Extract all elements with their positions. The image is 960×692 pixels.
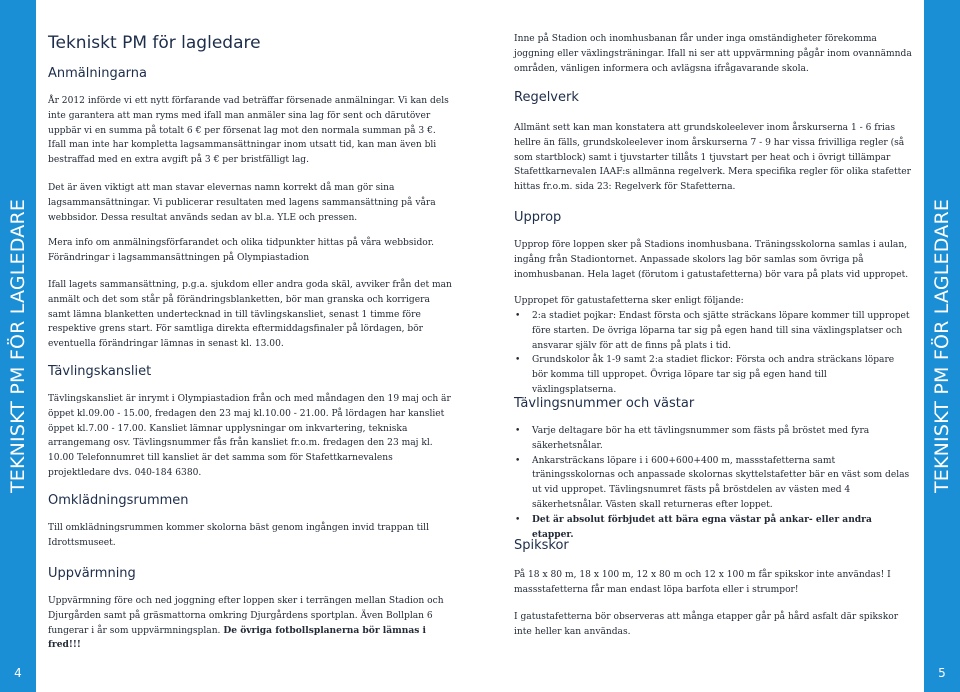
bullet-icon: • bbox=[515, 426, 521, 436]
list-item bbox=[514, 454, 912, 513]
heading-tavlingsnummer: Tävlingsnummer och västar bbox=[514, 396, 695, 411]
anmalningar-paragraph-1: År 2012 införde vi ett nytt förfarande vad beträffar försenade anmälningar. Vi kan dels inte garantera att man ryms med ifall man anmäler sina lag för sent och därutöver uppbär vi en summa på totalt 6 € per försenat lag mot den normala summan på 3 €. Ifall man inte har kompletta lagsammansättningar inom utsatt tid, kan man även bli bestraffad med en extra avgift på 3 € per bristfälligt lag. bbox=[48, 96, 449, 166]
heading-anmalningarna: Anmälningarna bbox=[48, 66, 148, 81]
list-item bbox=[514, 424, 912, 454]
list-item-bold-text: Det är absolut förbjudet att bära egna västar på ankar- eller andra etapper. bbox=[532, 513, 872, 540]
list-item bbox=[514, 309, 912, 353]
bullet-icon: • bbox=[515, 455, 521, 466]
spikskor-paragraph-1: På 18 x 80 m, 18 x 100 m, 12 x 80 m och 12 x 100 m får spikskor inte användas! I massstafetterna får man endast löpa barfota eller i strumpor! bbox=[514, 570, 891, 595]
upprop-paragraph-1: Upprop före loppen sker på Stadions inomhusbana. Träningsskolorna samlas i aulan, ingång från Stadiontornet. Anpassade skolors lag bör samlas som övriga på inomhusbanan. Hela laget (förutom i gatustafetterna) bör vara på plats vid uppropet. bbox=[514, 240, 909, 280]
intro-paragraph: Inne på Stadion och inomhusbanan får under inga omständigheter förekomma joggning eller växlingsträningar. Ifall ni ser att uppvärmning pågår inom ovannämnda områden, vänligen informera och avlägsna ifrågavarande skola. bbox=[514, 34, 912, 74]
anmalningar-paragraph-3: Mera info om anmälningsförfarandet och olika tidpunkter hittas på våra webbsidor. Förändringar i lagsammansättningen på Olympiastadion bbox=[48, 238, 434, 263]
uppvarmning-bold-warning: De övriga fotbollsplanerna bör lämnas i fred!!! bbox=[48, 624, 426, 651]
uppvarmning-paragraph bbox=[48, 594, 453, 653]
kansliet-paragraph: Tävlingskansliet är inrymt i Olympiastadion från och med måndagen den 19 maj och är öppet kl.09.00 - 15.00, fredagen den 23 maj kl.10.00 - 21.00. På lördagen har kansliet öppet kl.7.00 - 17.00. Kansliet lämnar upplysningar om inkvartering, tekniska arrangemang osv. Tävlingsnummer fås från kansliet fr.o.m. fredagen den 23 maj kl. 10.00 Telefonnumret till kansliet är det samma som för Stafettkarnevalens projektledare dvs. 040-184 6380. bbox=[48, 394, 451, 478]
heading-uppvarmning: Uppvärmning bbox=[48, 566, 136, 581]
list-item-text: Ankarsträckans löpare i i 600+600+400 m, massstafetterna samt träningsskolornas och anpassade skolornas skyttelstafetter bär en väst som delas ut vid uppropet. Tävlingsnumret fästs på bröstdelen av västen med 4 säkerhetsnålar. Västen skall returneras efter loppet. bbox=[532, 455, 910, 510]
anmalningar-paragraph-2: Det är även viktigt att man stavar elevernas namn korrekt då man gör sina lagsammansättningar. Vi publicerar resultaten med lagens sammansättning på våra webbsidor. Dessa resultat används sedan av bl.a. YLE och pressen. bbox=[48, 183, 436, 223]
right-side-bar bbox=[924, 0, 960, 692]
page-number-left: 4 bbox=[14, 666, 22, 680]
list-item-text: 2:a stadiet pojkar: Endast första och sjätte sträckans löpare kommer till uppropet före starten. De övriga löparna tar sig på egen hand till sina växlingsplatser och ansvarar själv för att de finns på plats i tid. bbox=[532, 311, 910, 351]
left-side-bar bbox=[0, 0, 36, 692]
list-item bbox=[514, 353, 912, 397]
spikskor-paragraph-2: I gatustafetterna bör observeras att många etapper går på hård asfalt där spikskor inte heller kan användas. bbox=[514, 612, 899, 637]
bullet-icon: • bbox=[515, 514, 521, 525]
page-title: Tekniskt PM för lagledare bbox=[48, 33, 261, 53]
list-item-text: Varje deltagare bör ha ett tävlingsnummer som fästs på bröstet med fyra säkerhetsnålar. bbox=[532, 426, 870, 451]
regelverk-paragraph: Allmänt sett kan man konstatera att grundskoleelever inom årskurserna 1 - 6 frias hellre än fälls, grundskoleelever inom årskurserna 7 - 9 har vissa frivilliga regler (så som startblock) samt i tjuvstarter tillåts 1 tjuvstart per heat och i övrigt tillämpar Stafettkarnevalen IAAF:s allmänna regelverk. Mera specifika regler för olika stafetter hittas fr.o.m. sida 23: Regelverk för Stafetterna. bbox=[514, 123, 912, 193]
heading-omkladningsrummen: Omklädningsrummen bbox=[48, 493, 189, 508]
upprop-list bbox=[514, 309, 912, 398]
bullet-icon: • bbox=[515, 355, 521, 366]
heading-tavlingskansliet: Tävlingskansliet bbox=[48, 364, 152, 379]
upprop-paragraph-2: Uppropet för gatustafetterna sker enligt följande: bbox=[514, 296, 744, 306]
page-number-right: 5 bbox=[938, 666, 946, 680]
side-title-left: TEKNISKT PM FÖR LAGLEDARE bbox=[7, 198, 29, 494]
bullet-icon: • bbox=[515, 311, 521, 321]
heading-regelverk: Regelverk bbox=[514, 90, 579, 105]
anmalningar-paragraph-4: Ifall lagets sammansättning, p.g.a. sjukdom eller andra goda skäl, avviker från det man anmält och det som står på förändringsblanketten, bör man granska och korrigera samt lämna blanketten undertecknad in till tävlingskansliet, senast 1 timme före respektive grens start. För samtliga direkta eftermiddagsfinaler på lördagen, bör eventuella förändringar lämnas in senast kl. 13.00. bbox=[48, 280, 452, 350]
side-title-right: TEKNISKT PM FÖR LAGLEDARE bbox=[931, 198, 953, 494]
tavlingsnummer-list bbox=[514, 424, 912, 542]
list-item bbox=[514, 513, 912, 543]
uppvarmning-text: Uppvärmning före och ned joggning efter loppen sker i terrängen mellan Stadion och Djurgården samt på gräsmattorna omkring Djurgårdens sportplan. Även Bollplan 6 fungerar i år som uppvärmningsplan. bbox=[48, 596, 444, 636]
list-item-text: Grundskolor åk 1-9 samt 2:a stadiet flickor: Första och andra sträckans löpare bör komma till uppropet. Övriga löpare tar sig på egen hand till växlingsplatserna. bbox=[532, 355, 895, 395]
omkladning-paragraph: Till omklädningsrummen kommer skolorna bäst genom ingången invid trappan till Idrottsmuseet. bbox=[48, 523, 429, 548]
heading-spikskor: Spikskor bbox=[514, 538, 569, 553]
heading-upprop: Upprop bbox=[514, 210, 562, 225]
